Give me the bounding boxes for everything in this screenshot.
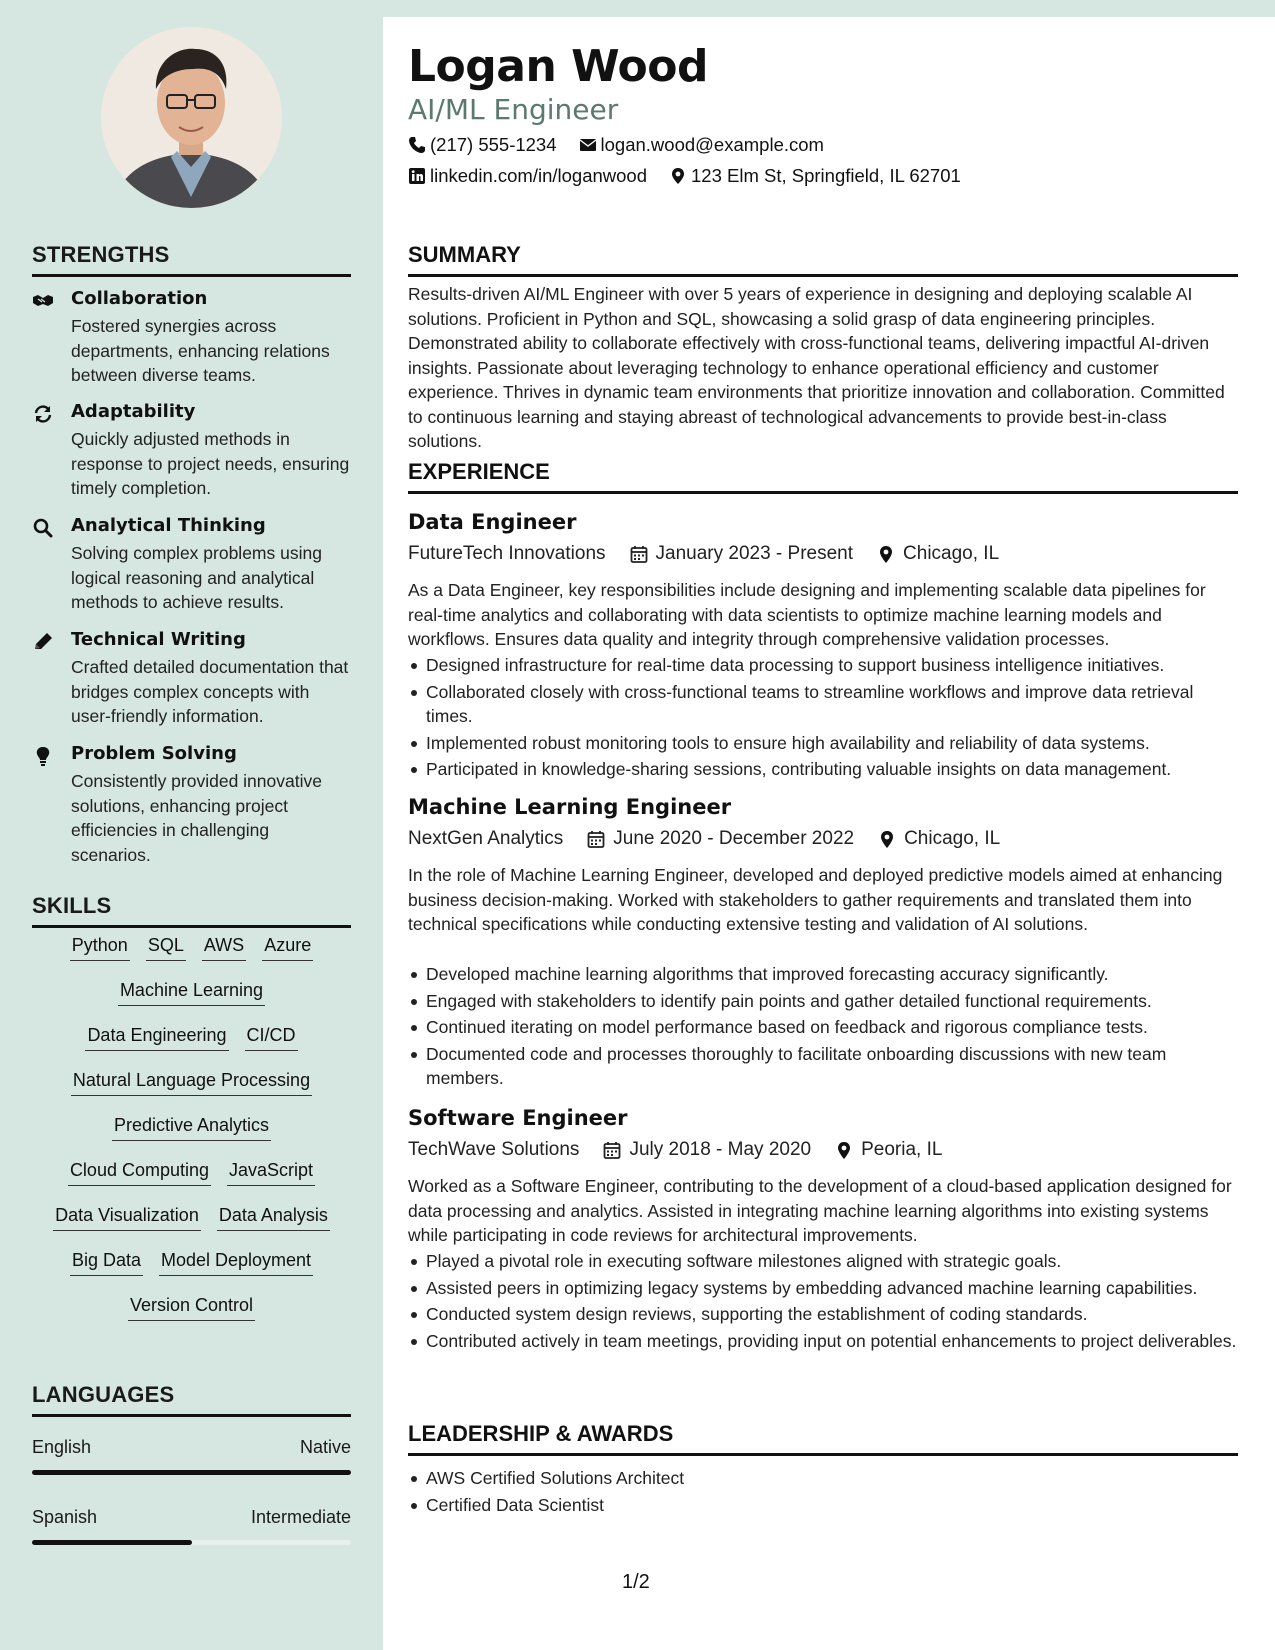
- strength-title: Adaptability: [71, 401, 196, 422]
- job-dates: June 2020 - December 2022: [613, 828, 855, 849]
- list-item: Played a pivotal role in executing software milestones aligned with strategic goals.: [408, 1249, 1238, 1274]
- job-location: Chicago, IL: [904, 828, 1001, 849]
- language-level: Native: [299, 1437, 351, 1457]
- calendar-icon: [630, 545, 648, 564]
- strength-title: Analytical Thinking: [71, 515, 266, 536]
- envelope-icon: [579, 136, 597, 154]
- awards-list: [408, 1466, 1238, 1519]
- job-dates: January 2023 - Present: [655, 543, 854, 564]
- strength-desc: Quickly adjusted methods in response to project needs, ensuring timely completion.: [71, 429, 350, 498]
- company-name: TechWave Solutions: [408, 1139, 580, 1160]
- skill-tag: Natural Language Processing: [71, 1070, 312, 1096]
- list-item: Collaborated closely with cross-functional teams to streamline workflows and improve data retrieval times.: [408, 680, 1238, 729]
- linkedin-text: linkedin.com/in/loganwood: [430, 165, 647, 186]
- search-icon: [32, 518, 54, 538]
- sidebar: [0, 0, 383, 1650]
- job-meta: [408, 1139, 942, 1161]
- company-name: NextGen Analytics: [408, 828, 564, 849]
- main-content: [383, 17, 1275, 1650]
- job-location: Peoria, IL: [861, 1139, 943, 1160]
- skill-row: [32, 1295, 351, 1340]
- candidate-role: AI/ML Engineer: [408, 93, 619, 126]
- linkedin-contact[interactable]: [408, 165, 647, 187]
- language-level: Intermediate: [250, 1507, 351, 1527]
- list-item: Conducted system design reviews, supporting the establishment of coding standards.: [408, 1302, 1238, 1327]
- list-item: Designed infrastructure for real-time data processing to support business intelligence initiatives.: [408, 653, 1238, 678]
- list-item: Continued iterating on model performance based on feedback and rigorous compliance tests.: [408, 1015, 1238, 1040]
- job-meta: [408, 543, 999, 565]
- pencil-icon: [32, 632, 54, 652]
- language-name: Spanish: [32, 1507, 98, 1527]
- calendar-icon: [587, 830, 605, 849]
- job-title: Machine Learning Engineer: [408, 795, 732, 819]
- skill-tag: Predictive Analytics: [112, 1115, 271, 1141]
- skill-tag: AWS: [202, 935, 246, 961]
- skill-tag: Data Engineering: [85, 1025, 228, 1051]
- map-pin-icon: [878, 830, 896, 849]
- list-item: Implemented robust monitoring tools to ensure high availability and reliability of data systems.: [408, 731, 1238, 756]
- list-item: Engaged with stakeholders to identify pain points and gather detailed functional requirements.: [408, 989, 1238, 1014]
- skill-tag: Big Data: [70, 1250, 143, 1276]
- job-description: As a Data Engineer, key responsibilities include designing and implementing scalable data pipelines for real-time analytics and collaborating with data scientists to optimize machine learning models and workflows. Ensures data quality and integrity through comprehensive validation processes.: [408, 580, 1206, 649]
- job-description: Worked as a Software Engineer, contributing to the development of a cloud-based application designed for data processing and analytics. Assisted in integrating machine learning algorithms into existing systems while participating in code reviews for architectural improvements.: [408, 1176, 1232, 1245]
- strength-desc: Consistently provided innovative solutions, enhancing project efficiencies in challenging scenarios.: [71, 771, 322, 865]
- job-location: Chicago, IL: [903, 543, 1000, 564]
- list-item: Assisted peers in optimizing legacy systems by embedding advanced machine learning capabilities.: [408, 1276, 1238, 1301]
- job-dates: July 2018 - May 2020: [629, 1139, 812, 1160]
- skill-row: [32, 980, 351, 1025]
- email-text: logan.wood@example.com: [600, 134, 824, 155]
- map-pin-icon: [669, 167, 687, 185]
- languages-title: LANGUAGES: [32, 1382, 351, 1417]
- skill-row: [32, 1025, 351, 1070]
- map-pin-icon: [877, 545, 895, 564]
- strength-desc: Crafted detailed documentation that bridges complex concepts with user-friendly information.: [71, 657, 349, 726]
- skill-tag: Azure: [262, 935, 313, 961]
- skill-row: [32, 1205, 351, 1250]
- phone-contact[interactable]: [408, 134, 557, 156]
- strength-desc: Solving complex problems using logical reasoning and analytical methods to achieve results.: [71, 543, 322, 612]
- strengths-title: STRENGTHS: [32, 242, 351, 277]
- phone-icon: [408, 136, 426, 154]
- profile-photo: [101, 27, 282, 208]
- map-pin-icon: [835, 1141, 853, 1160]
- language-name: English: [32, 1437, 92, 1457]
- list-item: AWS Certified Solutions Architect: [408, 1466, 1238, 1491]
- strength-title: Collaboration: [71, 288, 208, 309]
- awards-title: LEADERSHIP & AWARDS: [408, 1421, 1238, 1456]
- strength-desc: Fostered synergies across departments, enhancing relations between diverse teams.: [71, 316, 330, 385]
- skill-tag: CI/CD: [245, 1025, 298, 1051]
- company-name: FutureTech Innovations: [408, 543, 606, 564]
- skill-row: [32, 1115, 351, 1160]
- lightbulb-icon: [32, 746, 54, 766]
- skill-tag: Data Analysis: [217, 1205, 330, 1231]
- contact-row: [408, 165, 961, 187]
- skill-row: [32, 1070, 351, 1115]
- job-bullets: [408, 1249, 1238, 1355]
- email-contact[interactable]: [579, 134, 824, 156]
- list-item: Developed machine learning algorithms that improved forecasting accuracy significantly.: [408, 962, 1238, 987]
- language-proficiency-bar: [32, 1540, 351, 1545]
- skill-tag: Machine Learning: [118, 980, 265, 1006]
- skill-tag: Python: [70, 935, 130, 961]
- list-item: Contributed actively in team meetings, providing input on potential enhancements to project deliverables.: [408, 1329, 1238, 1354]
- skills-title: SKILLS: [32, 893, 351, 928]
- skill-tag: Version Control: [128, 1295, 255, 1321]
- job-title: Software Engineer: [408, 1106, 628, 1130]
- job-bullets: [408, 653, 1238, 784]
- linkedin-icon: [408, 167, 426, 185]
- skill-row: [32, 935, 351, 980]
- sync-icon: [32, 404, 54, 424]
- strength-title: Technical Writing: [71, 629, 246, 650]
- list-item: Documented code and processes thoroughly to facilitate onboarding discussions with new team members.: [408, 1042, 1238, 1091]
- skill-row: [32, 1160, 351, 1205]
- job-meta: [408, 828, 1000, 850]
- list-item: Certified Data Scientist: [408, 1493, 1238, 1518]
- address-text: 123 Elm St, Springfield, IL 62701: [691, 165, 961, 186]
- proficiency-fill: [32, 1540, 192, 1545]
- language-proficiency-bar: [32, 1470, 351, 1475]
- skill-tag: Cloud Computing: [68, 1160, 211, 1186]
- contact-row: [408, 134, 824, 156]
- skill-tag: Data Visualization: [53, 1205, 201, 1231]
- list-item: Participated in knowledge-sharing sessions, contributing valuable insights on data management.: [408, 757, 1238, 782]
- candidate-name: Logan Wood: [408, 41, 709, 92]
- experience-title: EXPERIENCE: [408, 459, 1238, 494]
- skill-row: [32, 1250, 351, 1295]
- job-bullets: [408, 962, 1238, 1093]
- strength-title: Problem Solving: [71, 743, 237, 764]
- handshake-icon: [32, 291, 54, 311]
- skill-tag: SQL: [146, 935, 186, 961]
- summary-title: SUMMARY: [408, 242, 1238, 277]
- calendar-icon: [603, 1141, 621, 1160]
- proficiency-fill: [32, 1470, 351, 1475]
- job-title: Data Engineer: [408, 510, 577, 534]
- address-contact: [669, 165, 961, 187]
- skills-list: [32, 935, 351, 1340]
- skill-tag: Model Deployment: [159, 1250, 313, 1276]
- page-number: 1/2: [622, 1571, 650, 1593]
- phone-text: (217) 555-1234: [430, 134, 557, 155]
- job-description: In the role of Machine Learning Engineer, developed and deployed predictive models aimed at enhancing business decision-making. Worked with stakeholders to gather requirements and translated them into technical specifications while conducting extensive testing and validation of AI solutions.: [408, 865, 1223, 934]
- skill-tag: JavaScript: [227, 1160, 315, 1186]
- summary-text: Results-driven AI/ML Engineer with over 5 years of experience in designing and deploying scalable AI solutions. Proficient in Python and SQL, showcasing a solid grasp of data engineering principles. Demonstrated ability to collaborate effectively with cross-functional teams, delivering impactful AI-driven insights. Passionate about leveraging technology to enhance operational efficiency and customer experience. Thrives in dynamic team environments that prioritize innovation and collaboration. Committed to continuous learning and staying abreast of technological advancements to provide best-in-class solutions.: [408, 284, 1225, 451]
